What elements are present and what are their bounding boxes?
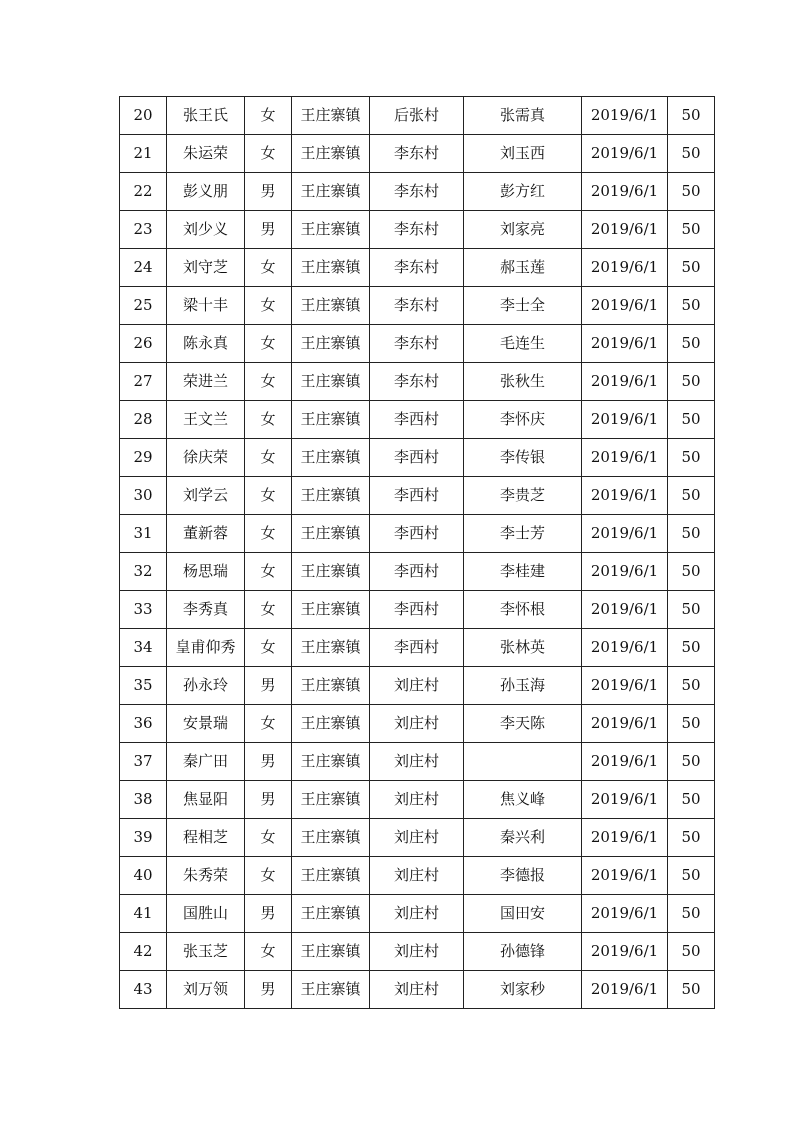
table-row [120, 363, 715, 401]
amount-cell: 50 [668, 819, 715, 857]
village-cell: 李东村 [370, 363, 464, 401]
row-number-cell: 29 [120, 439, 167, 477]
table-row [120, 515, 715, 553]
table-row [120, 401, 715, 439]
row-number-cell: 42 [120, 933, 167, 971]
row-number-cell: 27 [120, 363, 167, 401]
name-cell: 李秀真 [167, 591, 245, 629]
amount-cell: 50 [668, 629, 715, 667]
contact-name-cell: 毛连生 [464, 325, 582, 363]
amount-cell: 50 [668, 477, 715, 515]
row-number-cell: 25 [120, 287, 167, 325]
row-number-cell: 24 [120, 249, 167, 287]
town-cell: 王庄寨镇 [292, 287, 370, 325]
gender-cell: 男 [245, 743, 292, 781]
village-cell: 刘庄村 [370, 705, 464, 743]
village-cell: 李东村 [370, 135, 464, 173]
village-cell: 刘庄村 [370, 667, 464, 705]
row-number-cell: 31 [120, 515, 167, 553]
row-number-cell: 20 [120, 97, 167, 135]
amount-cell: 50 [668, 363, 715, 401]
table-row [120, 895, 715, 933]
date-cell: 2019/6/1 [582, 477, 668, 515]
village-cell: 刘庄村 [370, 857, 464, 895]
name-cell: 荣进兰 [167, 363, 245, 401]
village-cell: 李东村 [370, 249, 464, 287]
amount-cell: 50 [668, 325, 715, 363]
amount-cell: 50 [668, 439, 715, 477]
contact-name-cell: 李怀根 [464, 591, 582, 629]
table-row [120, 629, 715, 667]
table-row [120, 439, 715, 477]
village-cell: 刘庄村 [370, 971, 464, 1009]
row-number-cell: 39 [120, 819, 167, 857]
contact-name-cell: 刘家秒 [464, 971, 582, 1009]
name-cell: 彭义朋 [167, 173, 245, 211]
date-cell: 2019/6/1 [582, 819, 668, 857]
village-cell: 李东村 [370, 287, 464, 325]
table-row [120, 667, 715, 705]
name-cell: 刘守芝 [167, 249, 245, 287]
village-cell: 后张村 [370, 97, 464, 135]
town-cell: 王庄寨镇 [292, 173, 370, 211]
date-cell: 2019/6/1 [582, 743, 668, 781]
date-cell: 2019/6/1 [582, 857, 668, 895]
name-cell: 朱秀荣 [167, 857, 245, 895]
gender-cell: 女 [245, 857, 292, 895]
amount-cell: 50 [668, 173, 715, 211]
gender-cell: 女 [245, 591, 292, 629]
row-number-cell: 21 [120, 135, 167, 173]
date-cell: 2019/6/1 [582, 287, 668, 325]
amount-cell: 50 [668, 249, 715, 287]
gender-cell: 女 [245, 249, 292, 287]
table-row [120, 325, 715, 363]
contact-name-cell: 国田安 [464, 895, 582, 933]
gender-cell: 女 [245, 287, 292, 325]
date-cell: 2019/6/1 [582, 781, 668, 819]
village-cell: 李西村 [370, 553, 464, 591]
village-cell: 李西村 [370, 439, 464, 477]
contact-name-cell: 李怀庆 [464, 401, 582, 439]
gender-cell: 女 [245, 477, 292, 515]
town-cell: 王庄寨镇 [292, 97, 370, 135]
gender-cell: 女 [245, 401, 292, 439]
row-number-cell: 33 [120, 591, 167, 629]
amount-cell: 50 [668, 553, 715, 591]
table-row [120, 477, 715, 515]
table-row [120, 97, 715, 135]
name-cell: 刘学云 [167, 477, 245, 515]
date-cell: 2019/6/1 [582, 933, 668, 971]
town-cell: 王庄寨镇 [292, 325, 370, 363]
town-cell: 王庄寨镇 [292, 781, 370, 819]
row-number-cell: 32 [120, 553, 167, 591]
village-cell: 刘庄村 [370, 781, 464, 819]
village-cell: 李西村 [370, 629, 464, 667]
amount-cell: 50 [668, 667, 715, 705]
contact-name-cell: 李传银 [464, 439, 582, 477]
village-cell: 刘庄村 [370, 819, 464, 857]
date-cell: 2019/6/1 [582, 135, 668, 173]
town-cell: 王庄寨镇 [292, 629, 370, 667]
contact-name-cell: 张需真 [464, 97, 582, 135]
table-row [120, 135, 715, 173]
table-row [120, 933, 715, 971]
date-cell: 2019/6/1 [582, 895, 668, 933]
name-cell: 秦广田 [167, 743, 245, 781]
contact-name-cell: 焦义峰 [464, 781, 582, 819]
gender-cell: 男 [245, 173, 292, 211]
amount-cell: 50 [668, 135, 715, 173]
contact-name-cell: 李贵芝 [464, 477, 582, 515]
table-row [120, 781, 715, 819]
table-row [120, 211, 715, 249]
village-cell: 李西村 [370, 591, 464, 629]
town-cell: 王庄寨镇 [292, 249, 370, 287]
table-row [120, 857, 715, 895]
date-cell: 2019/6/1 [582, 325, 668, 363]
table-row [120, 553, 715, 591]
town-cell: 王庄寨镇 [292, 933, 370, 971]
village-cell: 李东村 [370, 211, 464, 249]
name-cell: 杨思瑞 [167, 553, 245, 591]
date-cell: 2019/6/1 [582, 249, 668, 287]
town-cell: 王庄寨镇 [292, 401, 370, 439]
name-cell: 朱运荣 [167, 135, 245, 173]
gender-cell: 女 [245, 439, 292, 477]
contact-name-cell [464, 743, 582, 781]
name-cell: 董新蓉 [167, 515, 245, 553]
town-cell: 王庄寨镇 [292, 515, 370, 553]
amount-cell: 50 [668, 971, 715, 1009]
contact-name-cell: 李德报 [464, 857, 582, 895]
date-cell: 2019/6/1 [582, 971, 668, 1009]
date-cell: 2019/6/1 [582, 439, 668, 477]
table-row [120, 591, 715, 629]
row-number-cell: 35 [120, 667, 167, 705]
name-cell: 梁十丰 [167, 287, 245, 325]
amount-cell: 50 [668, 781, 715, 819]
gender-cell: 女 [245, 819, 292, 857]
table-row [120, 971, 715, 1009]
gender-cell: 女 [245, 553, 292, 591]
row-number-cell: 40 [120, 857, 167, 895]
town-cell: 王庄寨镇 [292, 439, 370, 477]
date-cell: 2019/6/1 [582, 211, 668, 249]
row-number-cell: 22 [120, 173, 167, 211]
contact-name-cell: 彭方红 [464, 173, 582, 211]
table-row [120, 249, 715, 287]
town-cell: 王庄寨镇 [292, 135, 370, 173]
row-number-cell: 26 [120, 325, 167, 363]
table-row [120, 705, 715, 743]
town-cell: 王庄寨镇 [292, 553, 370, 591]
gender-cell: 女 [245, 325, 292, 363]
amount-cell: 50 [668, 401, 715, 439]
town-cell: 王庄寨镇 [292, 363, 370, 401]
row-number-cell: 36 [120, 705, 167, 743]
row-number-cell: 28 [120, 401, 167, 439]
gender-cell: 女 [245, 933, 292, 971]
village-cell: 刘庄村 [370, 933, 464, 971]
contact-name-cell: 郝玉莲 [464, 249, 582, 287]
village-cell: 刘庄村 [370, 743, 464, 781]
date-cell: 2019/6/1 [582, 553, 668, 591]
row-number-cell: 43 [120, 971, 167, 1009]
date-cell: 2019/6/1 [582, 363, 668, 401]
name-cell: 陈永真 [167, 325, 245, 363]
town-cell: 王庄寨镇 [292, 705, 370, 743]
gender-cell: 女 [245, 363, 292, 401]
contact-name-cell: 李士全 [464, 287, 582, 325]
amount-cell: 50 [668, 287, 715, 325]
town-cell: 王庄寨镇 [292, 591, 370, 629]
name-cell: 程相芝 [167, 819, 245, 857]
name-cell: 安景瑞 [167, 705, 245, 743]
town-cell: 王庄寨镇 [292, 477, 370, 515]
gender-cell: 男 [245, 211, 292, 249]
gender-cell: 女 [245, 705, 292, 743]
amount-cell: 50 [668, 933, 715, 971]
date-cell: 2019/6/1 [582, 705, 668, 743]
amount-cell: 50 [668, 743, 715, 781]
name-cell: 孙永玲 [167, 667, 245, 705]
town-cell: 王庄寨镇 [292, 667, 370, 705]
gender-cell: 女 [245, 97, 292, 135]
row-number-cell: 30 [120, 477, 167, 515]
contact-name-cell: 秦兴利 [464, 819, 582, 857]
amount-cell: 50 [668, 97, 715, 135]
row-number-cell: 23 [120, 211, 167, 249]
row-number-cell: 38 [120, 781, 167, 819]
contact-name-cell: 李天陈 [464, 705, 582, 743]
date-cell: 2019/6/1 [582, 515, 668, 553]
name-cell: 焦显阳 [167, 781, 245, 819]
name-cell: 徐庆荣 [167, 439, 245, 477]
name-cell: 王文兰 [167, 401, 245, 439]
contact-name-cell: 张林英 [464, 629, 582, 667]
name-cell: 皇甫仰秀 [167, 629, 245, 667]
date-cell: 2019/6/1 [582, 97, 668, 135]
table-row [120, 819, 715, 857]
town-cell: 王庄寨镇 [292, 819, 370, 857]
record-table-body [120, 97, 715, 1009]
town-cell: 王庄寨镇 [292, 857, 370, 895]
table-row [120, 743, 715, 781]
name-cell: 刘万领 [167, 971, 245, 1009]
name-cell: 国胜山 [167, 895, 245, 933]
contact-name-cell: 李桂建 [464, 553, 582, 591]
village-cell: 刘庄村 [370, 895, 464, 933]
record-table [119, 96, 715, 1009]
amount-cell: 50 [668, 895, 715, 933]
gender-cell: 男 [245, 667, 292, 705]
gender-cell: 男 [245, 971, 292, 1009]
amount-cell: 50 [668, 857, 715, 895]
village-cell: 李西村 [370, 477, 464, 515]
row-number-cell: 41 [120, 895, 167, 933]
contact-name-cell: 孙德锋 [464, 933, 582, 971]
date-cell: 2019/6/1 [582, 173, 668, 211]
town-cell: 王庄寨镇 [292, 895, 370, 933]
gender-cell: 男 [245, 781, 292, 819]
contact-name-cell: 刘家亮 [464, 211, 582, 249]
contact-name-cell: 张秋生 [464, 363, 582, 401]
town-cell: 王庄寨镇 [292, 743, 370, 781]
table-row [120, 287, 715, 325]
gender-cell: 女 [245, 135, 292, 173]
date-cell: 2019/6/1 [582, 629, 668, 667]
date-cell: 2019/6/1 [582, 667, 668, 705]
village-cell: 李西村 [370, 401, 464, 439]
village-cell: 李东村 [370, 173, 464, 211]
town-cell: 王庄寨镇 [292, 211, 370, 249]
row-number-cell: 34 [120, 629, 167, 667]
date-cell: 2019/6/1 [582, 591, 668, 629]
name-cell: 刘少义 [167, 211, 245, 249]
name-cell: 张玉芝 [167, 933, 245, 971]
amount-cell: 50 [668, 591, 715, 629]
name-cell: 张王氏 [167, 97, 245, 135]
contact-name-cell: 刘玉西 [464, 135, 582, 173]
amount-cell: 50 [668, 211, 715, 249]
date-cell: 2019/6/1 [582, 401, 668, 439]
village-cell: 李东村 [370, 325, 464, 363]
table-row [120, 173, 715, 211]
row-number-cell: 37 [120, 743, 167, 781]
gender-cell: 女 [245, 515, 292, 553]
gender-cell: 女 [245, 629, 292, 667]
amount-cell: 50 [668, 705, 715, 743]
town-cell: 王庄寨镇 [292, 971, 370, 1009]
village-cell: 李西村 [370, 515, 464, 553]
gender-cell: 男 [245, 895, 292, 933]
contact-name-cell: 李士芳 [464, 515, 582, 553]
contact-name-cell: 孙玉海 [464, 667, 582, 705]
amount-cell: 50 [668, 515, 715, 553]
